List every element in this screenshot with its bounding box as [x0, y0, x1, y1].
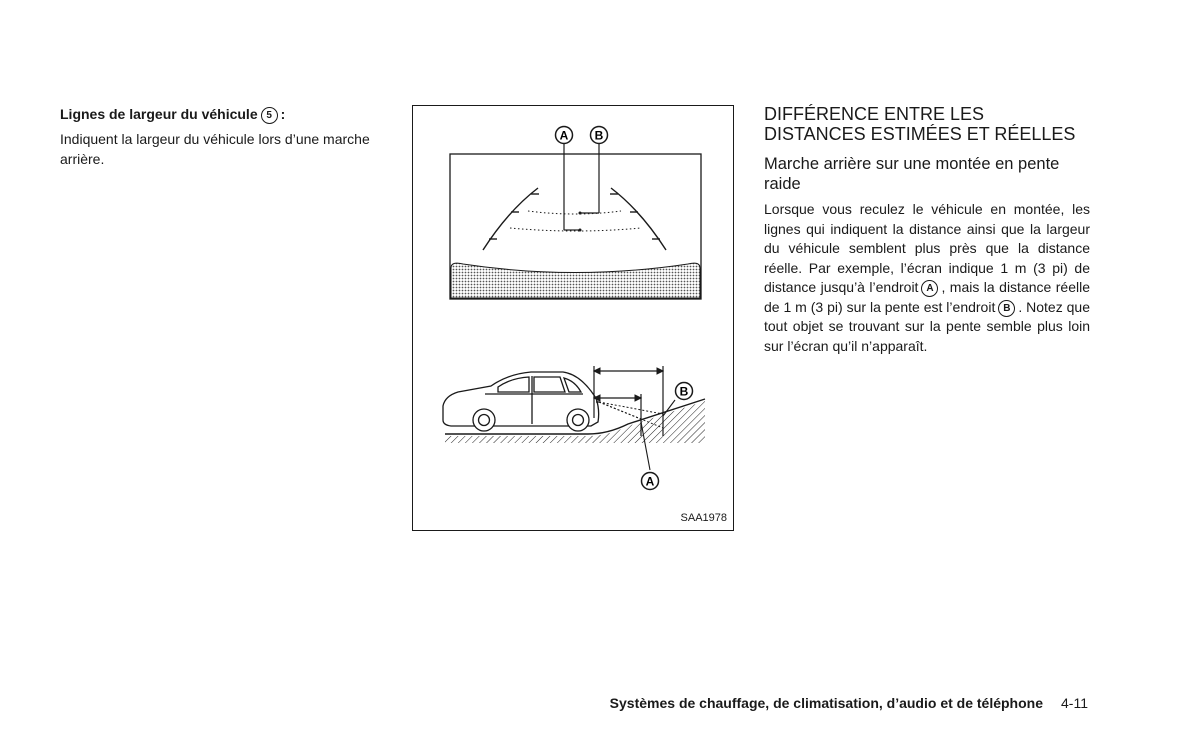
screen-marker-a — [556, 127, 573, 144]
distance-lines — [594, 366, 675, 470]
footer-section-title: Systèmes de chauffage, de climatisation, d’audio et de téléphone — [609, 695, 1044, 711]
subheading-suffix: : — [280, 106, 286, 122]
side-marker-a-label: A — [645, 474, 655, 489]
section-subheading: Marche arrière sur une montée en pente raide — [764, 155, 1060, 193]
section-heading: DIFFÉRENCE ENTRE LES DISTANCES ESTIMÉES ET RÉELLES — [764, 104, 1076, 144]
vehicle-width-description: Indiquent la largeur du véhicule lors d’une marche arrière. — [60, 131, 370, 167]
figure-illustration — [412, 105, 734, 531]
car-illustration — [443, 372, 599, 431]
figure-code: SAA1978 — [680, 512, 727, 524]
slope-explanation — [764, 200, 1090, 356]
page-number: 4-11 — [1061, 695, 1088, 711]
figure-drawing — [413, 106, 735, 532]
screen-marker-b — [591, 127, 608, 144]
slope-text-3: . Notez que tout objet se trouvant sur la pente semble plus loin sur l’écran qu’il n’apparaît. — [764, 298, 1090, 354]
marker-a: A — [921, 280, 938, 297]
marker-5: 5 — [261, 107, 278, 124]
subheading-vehicle-width-lines — [60, 104, 388, 124]
side-marker-b — [676, 383, 693, 400]
camera-screen — [450, 154, 701, 299]
page-footer — [610, 695, 1088, 711]
left-column — [60, 104, 388, 169]
side-marker-b-label: B — [679, 384, 689, 399]
screen-marker-b-label: B — [594, 128, 604, 143]
subheading-text: Lignes de largeur du véhicule — [60, 106, 258, 122]
slope-text-1: Lorsque vous reculez le véhicule en montée, les lignes qui indiquent la distance ainsi que la largeur du véhicule semblent plus près que la distance réelle. Par exemple, l’écran indique 1 m (3 pi) de distance jusqu’à l’endroit — [764, 201, 1090, 295]
slope-text-2: , mais la distance réelle de 1 m (3 pi) sur la pente est l’endroit — [764, 279, 1090, 315]
side-marker-a — [642, 473, 659, 490]
right-column — [764, 104, 1090, 356]
marker-b: B — [998, 300, 1015, 317]
screen-marker-a-label: A — [559, 128, 569, 143]
